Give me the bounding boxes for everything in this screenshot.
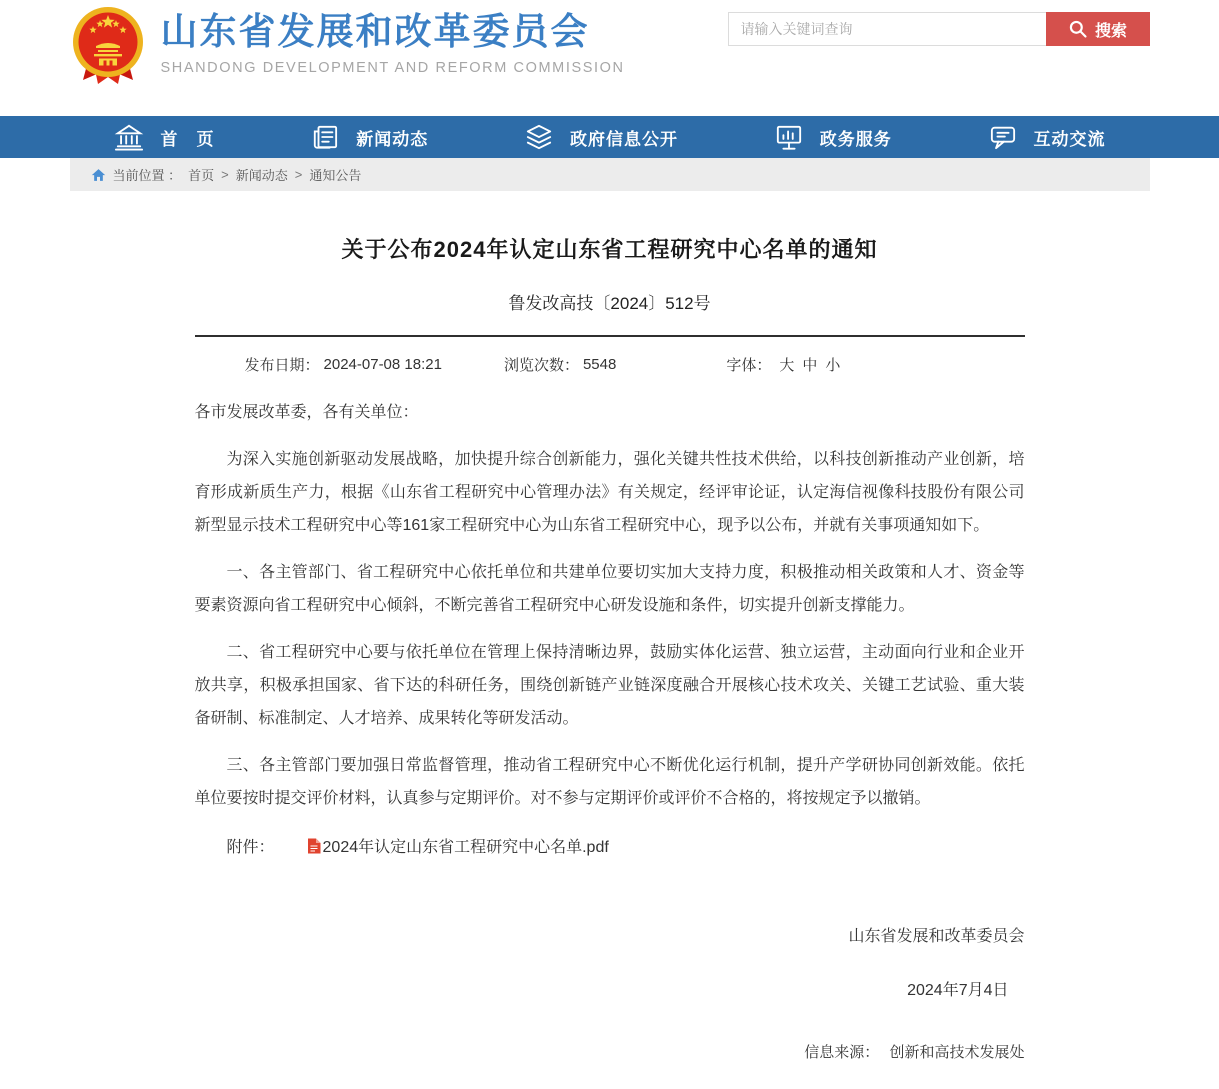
- breadcrumb-prefix: 当前位置 ：: [112, 168, 182, 183]
- paragraph-intro: 为深入实施创新驱动发展战略，加快提升综合创新能力，强化关键共性技术供给，以科技创新推动产业创新，培育形成新质生产力，根据《山东省工程研究中心管理办法》有关规定，经评审论证，认定海信视像科技股份有限公司新型显示技术工程研究中心等161家工程研究中心为山东省工程研究中心，现予以公布，并就有关事项通知如下。: [194, 451, 1025, 534]
- nav-label-gov-info: 政府信息公开: [570, 129, 678, 149]
- site-title-english: SHANDONG DEVELOPMENT AND REFORM COMMISSION: [160, 59, 625, 76]
- nav-item-home[interactable]: [114, 123, 215, 151]
- attachment-label: 附件：: [226, 839, 275, 856]
- breadcrumb-item-notices[interactable]: 通知公告: [309, 168, 362, 183]
- breadcrumb-item-news[interactable]: 新闻动态: [235, 168, 288, 183]
- article-main: [0, 191, 1219, 1089]
- font-size-medium-button[interactable]: 中: [802, 357, 818, 374]
- news-icon: [311, 124, 339, 150]
- attachment-link[interactable]: [275, 839, 609, 856]
- source-value: 创新和高技术发展处: [889, 1044, 1025, 1061]
- attachment-line: [195, 831, 1025, 866]
- home-icon: [91, 168, 106, 182]
- search-button[interactable]: [1046, 12, 1150, 46]
- paragraph-item-1: 一、各主管部门、省工程研究中心依托单位和共建单位要切实加大支持力度，积极推动相关政策和人才、资金等要素资源向省工程研究中心倾斜，不断完善省工程研究中心研发设施和条件，切实提升创新支撑能力。: [194, 564, 1025, 614]
- article-body: [195, 396, 1025, 1069]
- attachment-file-name: 2024年认定山东省工程研究中心名单.pdf: [322, 839, 609, 856]
- signature-date: 2024年7月4日: [907, 982, 1009, 999]
- paragraph-item-3: 三、各主管部门要加强日常监督管理，推动省工程研究中心不断优化运行机制，提升产学研协同创新效能。依托单位要按时提交评价材料，认真参与定期评价。对不参与定期评价或评价不合格的，将按规定予以撤销。: [194, 757, 1025, 807]
- breadcrumb-separator: >: [221, 167, 229, 182]
- pdf-file-icon: [275, 833, 321, 866]
- nav-item-interaction[interactable]: [989, 124, 1106, 150]
- site-header: [0, 0, 1219, 116]
- search-bar: [728, 12, 1150, 46]
- document-number: 鲁发改高技〔2024〕512号: [508, 294, 711, 313]
- breadcrumb-separator: >: [294, 167, 303, 182]
- nav-label-home: 首 页: [160, 129, 215, 149]
- nav-label-interaction: 互动交流: [1033, 129, 1106, 149]
- signature-org: 山东省发展和改革委员会: [848, 928, 1025, 945]
- article-meta: [195, 354, 1025, 375]
- font-size-small-button[interactable]: 小: [825, 357, 841, 374]
- search-icon: [1068, 19, 1088, 39]
- chat-icon: [989, 124, 1017, 150]
- monitor-icon: [775, 124, 803, 151]
- nav-item-gov-info[interactable]: [525, 124, 678, 151]
- title-divider: [195, 335, 1025, 337]
- nav-label-gov-services: 政务服务: [819, 129, 892, 149]
- views-label: 浏览次数：: [503, 357, 579, 374]
- layers-icon: [525, 124, 553, 151]
- nav-item-news[interactable]: [311, 124, 428, 150]
- search-input[interactable]: [728, 12, 1046, 46]
- nav-item-gov-services[interactable]: [775, 124, 892, 151]
- main-navigation: [0, 116, 1219, 158]
- views-value: 5548: [582, 356, 617, 373]
- site-logo-block[interactable]: [70, 5, 625, 85]
- national-emblem-logo: [70, 5, 146, 85]
- font-size-large-button[interactable]: 大: [779, 357, 795, 374]
- page-title: 关于公布2024年认定山东省工程研究中心名单的通知: [341, 237, 878, 262]
- bank-icon: [114, 123, 144, 151]
- salutation: 各市发展改革委，各有关单位：: [194, 404, 419, 421]
- breadcrumb-item-home[interactable]: 首页: [188, 168, 215, 183]
- source-line: [195, 1036, 1025, 1069]
- search-button-label: 搜索: [1094, 22, 1127, 40]
- publish-date-value: 2024-07-08 18:21: [323, 356, 442, 373]
- site-title: 山东省发展和改革委员会: [160, 11, 590, 52]
- font-size-label: 字体：: [726, 357, 772, 374]
- publish-date-label: 发布日期：: [244, 357, 320, 374]
- breadcrumb: [70, 158, 1150, 191]
- paragraph-item-2: 二、省工程研究中心要与依托单位在管理上保持清晰边界，鼓励实体化运营、独立运营，主动面向行业和企业开放共享，积极承担国家、省下达的科研任务，围绕创新链产业链深度融合开展核心技术攻关、关键工艺试验、重大装备研制、标准制定、人才培养、成果转化等研发活动。: [194, 644, 1025, 727]
- nav-label-news: 新闻动态: [356, 129, 429, 149]
- source-label: 信息来源：: [804, 1044, 880, 1061]
